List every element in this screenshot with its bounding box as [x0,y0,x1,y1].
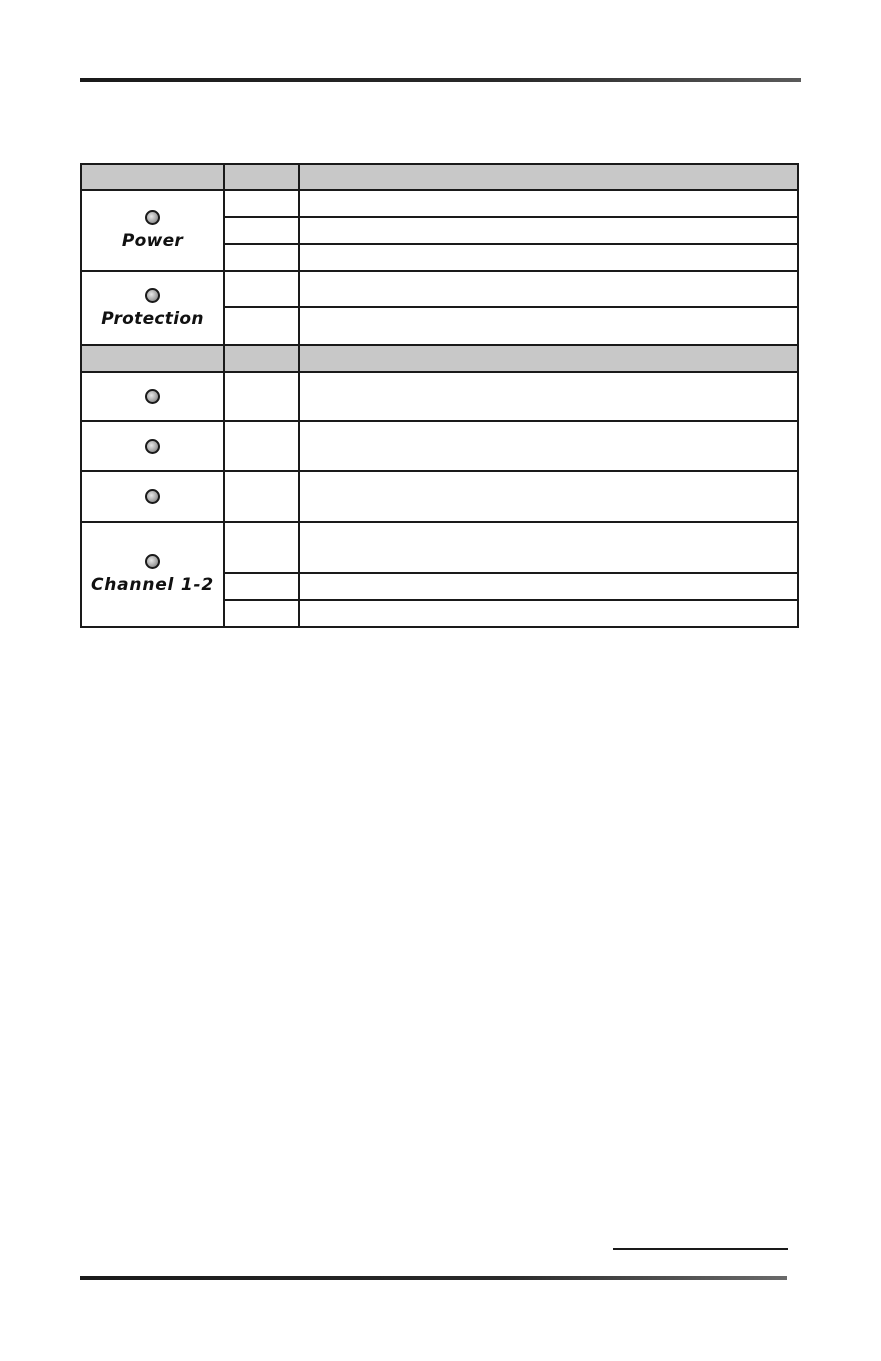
footer-rule [80,1276,787,1280]
header-cell-state [224,164,299,190]
state-cell [224,471,299,522]
table-row [81,372,798,421]
indicator-cell [81,471,224,522]
state-cell [224,244,299,271]
power-indicator-cell [81,190,224,271]
power-led-icon [145,210,160,225]
protection-indicator-cell [81,271,224,345]
state-cell [224,217,299,244]
indicator-cell [81,372,224,421]
description-cell [299,244,798,271]
led-icon [145,439,160,454]
state-cell [224,307,299,345]
state-cell [224,522,299,573]
description-cell [299,217,798,244]
channel-label: Channel 1-2 [90,575,215,595]
description-cell [299,372,798,421]
description-cell [299,471,798,522]
table-row [81,190,798,217]
state-cell [224,271,299,307]
header-cell-indicator [81,345,224,372]
led-indicator-table [80,163,799,628]
description-cell [299,421,798,471]
state-cell [224,600,299,627]
header-cell-description [299,164,798,190]
protection-led-icon [145,288,160,303]
table-header-row [81,345,798,372]
header-cell-state [224,345,299,372]
footer-short-rule [613,1248,788,1250]
channel-led-icon [145,554,160,569]
indicator-cell [81,421,224,471]
description-cell [299,573,798,600]
table-row [81,471,798,522]
led-icon [145,489,160,504]
state-cell [224,421,299,471]
table-row [81,522,798,573]
header-rule [80,78,801,82]
description-cell [299,522,798,573]
description-cell [299,600,798,627]
power-label: Power [121,231,184,251]
state-cell [224,573,299,600]
protection-label: Protection [101,308,204,329]
table-row [81,271,798,307]
channel-indicator-cell [81,522,224,627]
led-icon [145,389,160,404]
description-cell [299,307,798,345]
description-cell [299,271,798,307]
table-header-row [81,164,798,190]
table-row [81,421,798,471]
state-cell [224,372,299,421]
state-cell [224,190,299,217]
header-cell-indicator [81,164,224,190]
header-cell-description [299,345,798,372]
description-cell [299,190,798,217]
